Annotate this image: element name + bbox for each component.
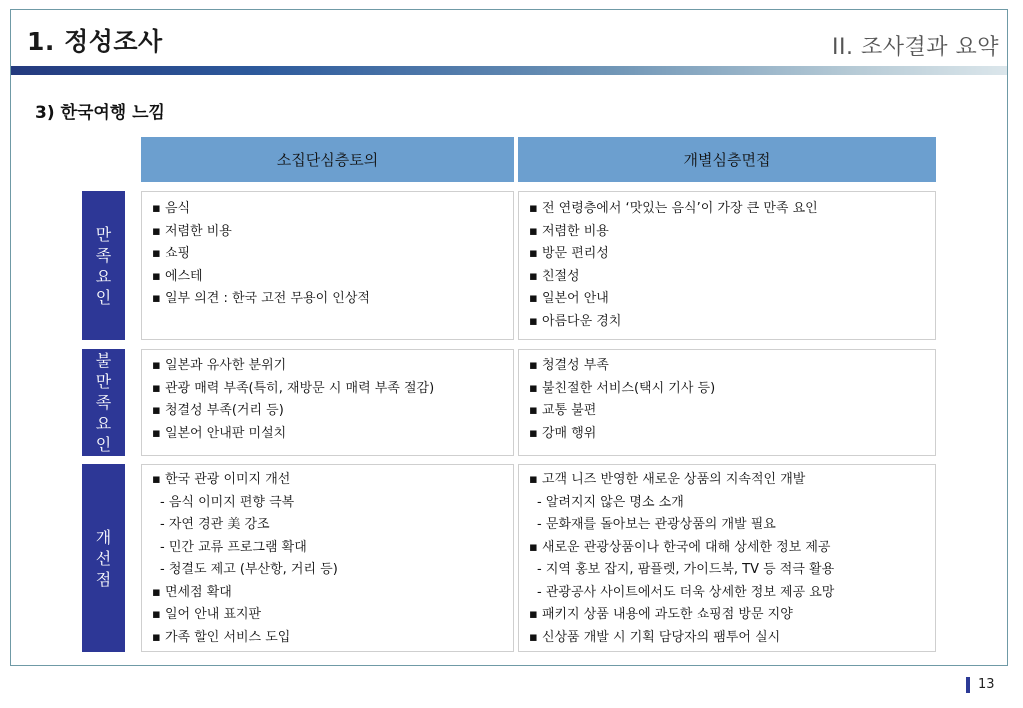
list-item: ▪ 패키지 상품 내용에 과도한 쇼핑점 방문 지양: [529, 607, 793, 622]
list-subitem: - 관광공사 사이트에서도 더욱 상세한 정보 제공 요망: [537, 584, 835, 600]
list-subitem: - 알려지지 않은 명소 소개: [537, 494, 684, 510]
cell-improvements-interview: [518, 464, 936, 652]
list-item: ▪ 저렴한 비용: [152, 223, 232, 239]
list-item: ▪ 관광 매력 부족(특히, 재방문 시 매력 부족 절감): [152, 380, 435, 396]
list-subitem: - 지역 홍보 잡지, 팜플렛, 가이드북, TV 등 적극 활용: [537, 562, 835, 577]
list-item: ▪ 에스테: [152, 268, 203, 284]
cell-satisfaction-interview: [518, 191, 936, 340]
page-marker: [966, 677, 970, 693]
list-item: ▪ 쇼핑: [152, 246, 191, 261]
list-subitem: - 청결도 제고 (부산항, 거리 등): [160, 562, 338, 577]
row-label-text: 불만족 요인: [95, 351, 112, 454]
list-item: ▪ 신상품 개발 시 기획 담당자의 팸투어 실시: [529, 629, 781, 645]
slide-title: 1. 정성조사: [27, 27, 163, 56]
row-label-dissatisfaction: [82, 349, 125, 456]
list-item: ▪ 한국 관광 이미지 개선: [152, 472, 291, 487]
list-subitem: - 자연 경관 美 강조: [160, 517, 270, 532]
list-item: ▪ 저렴한 비용: [529, 223, 609, 239]
page-number: 13: [978, 677, 995, 692]
list-item: ▪ 청결성 부족: [529, 358, 609, 373]
list-item: ▪ 일본과 유사한 분위기: [152, 358, 287, 373]
row-label-improvements: [82, 464, 125, 652]
list-subitem: - 문화재를 돌아보는 관광상품의 개발 필요: [537, 517, 776, 532]
cell-satisfaction-focus-group: [141, 191, 514, 340]
list-subitem: - 민간 교류 프로그램 확대: [160, 539, 307, 555]
column-header-focus-group: 소집단심층토의: [141, 137, 514, 182]
list-item: ▪ 강매 행위: [529, 425, 597, 441]
list-item: ▪ 가족 할인 서비스 도입: [152, 629, 291, 645]
cell-dissatisfaction-interview: [518, 349, 936, 456]
list-item: ▪ 전 연령층에서 ‘맛있는 음식’이 가장 큰 만족 요인: [529, 201, 818, 216]
list-item: ▪ 교통 불편: [529, 403, 597, 418]
column-header-interview: 개별심층면접: [518, 137, 936, 182]
list-item: ▪ 음식: [152, 201, 191, 216]
list-item: ▪ 불친절한 서비스(택시 기사 등): [529, 380, 716, 396]
subheading: 3) 한국여행 느낌: [35, 103, 165, 123]
list-item: ▪ 일본어 안내판 미설치: [152, 425, 287, 441]
list-item: ▪ 면세점 확대: [152, 584, 232, 600]
list-item: ▪ 친절성: [529, 268, 580, 284]
row-label-text: 만족 요인: [95, 224, 112, 307]
section-title: II. 조사결과 요약: [832, 35, 999, 60]
list-subitem: - 음식 이미지 편향 극복: [160, 494, 295, 510]
list-item: ▪ 아름다운 경치: [529, 313, 622, 329]
cell-improvements-focus-group: [141, 464, 514, 652]
list-item: ▪ 일본어 안내: [529, 291, 609, 306]
list-item: ▪ 방문 편리성: [529, 246, 609, 261]
list-item: ▪ 일어 안내 표지판: [152, 607, 262, 622]
list-item: ▪ 일부 의견 : 한국 고전 무용이 인상적: [152, 291, 370, 306]
list-item: ▪ 청결성 부족(거리 등): [152, 403, 284, 418]
header-rule: [11, 66, 1007, 75]
list-item: ▪ 고객 니즈 반영한 새로운 상품의 지속적인 개발: [529, 472, 806, 487]
list-item: ▪ 새로운 관광상품이나 한국에 대해 상세한 정보 제공: [529, 539, 831, 555]
cell-dissatisfaction-focus-group: [141, 349, 514, 456]
row-label-satisfaction: [82, 191, 125, 340]
row-label-text: 개선점: [95, 527, 112, 589]
